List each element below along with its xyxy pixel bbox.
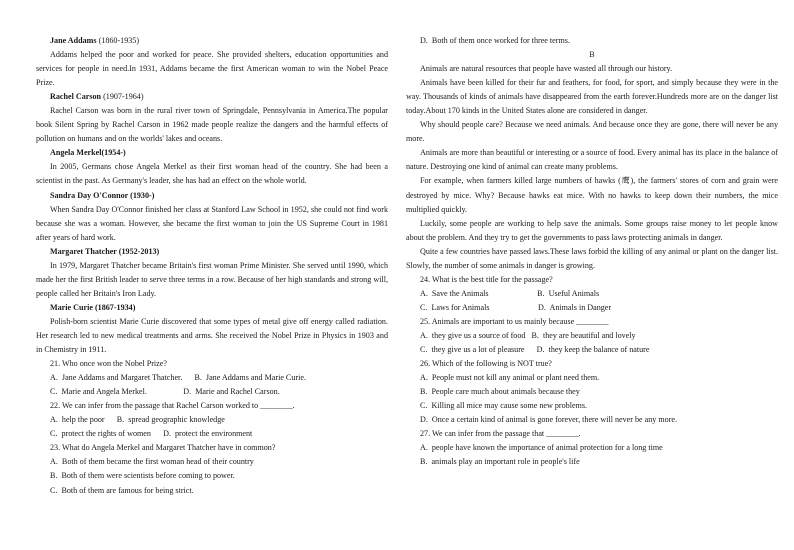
answer-option: A. help the poor B. spread geographic knowledge <box>50 415 225 425</box>
passage-paragraph: Animals are more than beautiful or interesting or a source of food. Every animal has its place in the balance of nature. Destroying one kind of animal can create many problems. <box>406 148 778 172</box>
answer-option: C. Killing all mice may cause some new problems. <box>420 401 588 411</box>
answer-option: A. they give us a source of food B. they are beautiful and lovely <box>420 330 636 340</box>
question-stem: 22. We can infer from the passage that Rachel Carson worked to ________. <box>50 401 295 411</box>
passage-paragraph: Animals have been killed for their fur and feathers, for food, for sport, and simply because they were in the way. Thousands of kinds of animals have disappeared from the earth forever.Hundreds more are on the danger list today.About 170 kinds in the United States alone are considered in danger. <box>406 78 778 116</box>
question-stem: 24. What is the best title for the passage? <box>420 274 553 284</box>
bio-heading: Angela Merkel(1954-) <box>50 148 126 158</box>
answer-option: B. Both of them were scientists before coming to power. <box>50 471 235 481</box>
bio-text: Rachel Carson was born in the rural river town of Springdale, Pennsylvania in America.The popular book Silent Spring by Rachel Carson in 1962 made people realize the dangers and the harmful effects of pollution on humans and on the worlds' lakes and oceans. <box>36 106 388 144</box>
bio-text: Addams helped the poor and worked for peace. She provided shelters, education opportunities and services for people in need.In 1931, Addams became the first American woman to win the Nobel Peace Prize. <box>36 50 388 88</box>
answer-option: D. Once a certain kind of animal is gone forever, there will never be any more. <box>420 415 678 425</box>
answer-option: B. animals play an important role in people's life <box>420 457 580 467</box>
bio-heading: Margaret Thatcher (1952-2013) <box>50 246 160 256</box>
bio-heading: Rachel Carson (1907-1964) <box>50 92 144 102</box>
answer-option: C. they give us a lot of pleasure D. they keep the balance of nature <box>420 345 650 355</box>
answer-option: C. Laws for Animals D. Animals in Danger <box>420 302 612 312</box>
section-label: B <box>589 50 595 60</box>
left-column <box>36 34 388 498</box>
passage-paragraph: Quite a few countries have passed laws.These laws forbid the killing of any animal or plant on the danger list. Slowly, the number of some animals in danger is growing. <box>406 246 778 270</box>
answer-option: A. Both of them became the first woman head of their country <box>50 457 254 467</box>
answer-option: D. Both of them once worked for three terms. <box>420 36 570 45</box>
question-stem: 27. We can infer from the passage that ________. <box>420 429 581 439</box>
bio-heading: Sandra Day O'Connor (1930-) <box>50 190 155 200</box>
bio-heading: Marie Curie (1867-1934) <box>50 302 136 312</box>
passage-paragraph: Luckily, some people are working to help save the animals. Some groups raise money to let people know about the problem. And they try to get the governments to pass laws protecting animals in danger. <box>406 218 778 242</box>
answer-option: A. Jane Addams and Margaret Thatcher. B. Jane Addams and Marie Curie. <box>50 373 306 383</box>
question-stem: 23. What do Angela Merkel and Margaret Thatcher have in common? <box>50 443 276 453</box>
passage-paragraph: Why should people care? Because we need animals. And because once they are gone, there will never be any more. <box>406 120 778 144</box>
bio-text: In 2005, Germans chose Angela Merkel as their first woman head of the country. She had been a scientist in the past. As Germany's leader, she has had an effect on the whole world. <box>36 162 388 186</box>
answer-option: C. protect the rights of women D. protect the environment <box>50 429 253 439</box>
question-stem: 25. Animals are important to us mainly because ________ <box>420 316 609 326</box>
answer-option: A. People must not kill any animal or plant need them. <box>420 373 600 383</box>
answer-option: A. people have known the importance of animal protection for a long time <box>420 443 663 453</box>
answer-option: A. Save the Animals B. Useful Animals <box>420 288 600 298</box>
question-stem: 21. Who once won the Nobel Prize? <box>50 359 167 369</box>
bio-heading: Jane Addams (1860-1935) <box>50 36 140 45</box>
answer-option: B. People care much about animals because they <box>420 387 580 397</box>
bio-text: When Sandra Day O'Connor finished her class at Stanford Law School in 1952, she could not find work because she was a woman. However, she became the first woman to join the US Supreme Court in 1981 after years of hard work. <box>36 204 388 242</box>
right-column <box>406 34 778 469</box>
question-stem: 26. Which of the following is NOT true? <box>420 359 552 369</box>
passage-paragraph: Animals are natural resources that people have wasted all through our history. <box>420 64 673 74</box>
bio-text: Polish-born scientist Marie Curie discovered that some types of metal give off energy called radiation. Her research led to new medical treatments and arms. She received the Nobel Prize in Physics in 1903 and in Chemistry in 1911. <box>36 316 388 355</box>
answer-option: C. Both of them are famous for being strict. <box>50 485 194 495</box>
passage-paragraph: For example, when farmers killed large numbers of hawks (鹰), the farmers' stores of corn and grain were destroyed by mice. Why? Because hawks eat mice. With no hawks to keep down their numbers, the mice multiplied quickly. <box>406 176 778 214</box>
answer-option: C. Marie and Angela Merkel. D. Marie and Rachel Carson. <box>50 387 280 397</box>
bio-text: In 1979, Margaret Thatcher became Britain's first woman Prime Minister. She served until 1990, which made her the first British leader to serve three terms in a row. Because of her high standards and strong will, people called her Britain's Iron Lady. <box>36 260 388 298</box>
